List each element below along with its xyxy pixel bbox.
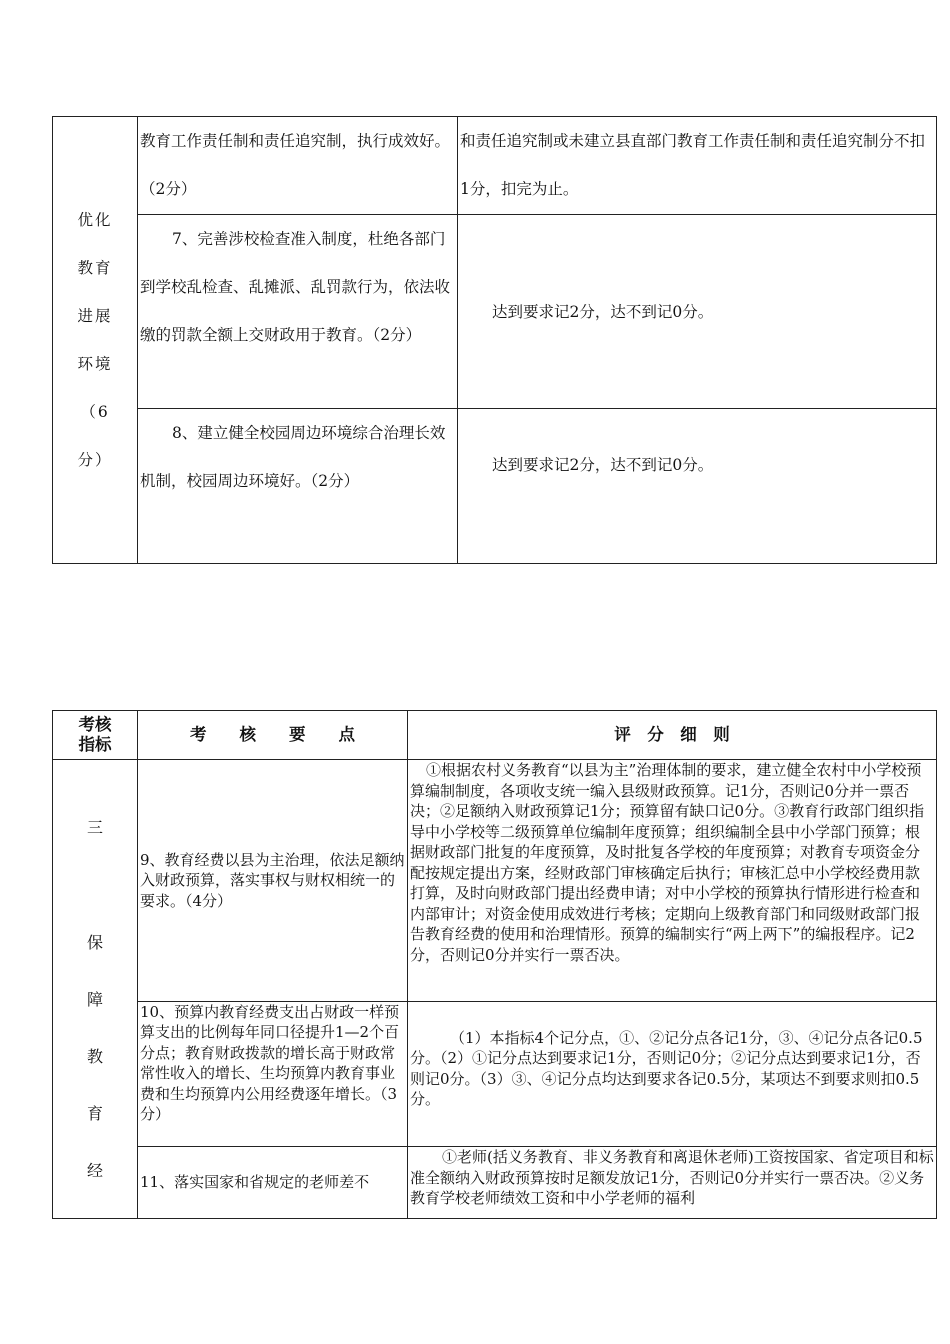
scoring-text: 和责任追究制或未建立县直部门教育工作责任制和责任追究制分不扣1分，扣完为止。 [460, 132, 926, 198]
indicator-cell [53, 117, 138, 564]
scoring-cell [408, 760, 937, 1002]
indicator-char: 环境 [77, 355, 113, 373]
point-cell [138, 1147, 408, 1219]
table-row [53, 409, 937, 564]
table-row [53, 1001, 937, 1146]
scoring-text: ①根据农村义务教育“以县为主”治理体制的要求，建立健全农村中小学校预算编制制度，各项收支统一编入县级财政预算。记1分，否则记0分并一票否决；②足额纳入财政预算记1分；预算留有缺口记0分。③教育行政部门组织指导中小学校等二级预算单位编制年度预算；组织编制全县中小学部门预算；根据财政部门批复的年度预算，及时批复各学校的年度预算；对教育专项资金分配按规定提出方案，经财政部门审核确定后执行；审核汇总中小学校经费用款打算，及时向财政部门提出经费申请；对中小学校的预算执行情形进行检查和内部审计；对资金使用成效进行考核；定期向上级教育部门和同级财政部门报告教育经费的使用和治理情形。预算的编制实行“两上两下”的编报程序。记2分，否则记0分并实行一票否决。 [410, 761, 925, 964]
indicator-char: 进展 [77, 307, 113, 325]
scoring-text: ①老师(括义务教育、非义务教育和离退休老师)工资按国家、省定项目和标准全额纳入财政预算按时足额发放记1分，否则记0分并实行一票否决。②义务教育学校老师绩效工资和中小学老师的福利 [410, 1148, 934, 1207]
indicator-char: 教 [86, 1047, 103, 1066]
scoring-cell [458, 409, 937, 564]
point-text: 7、完善涉校检查准入制度，杜绝各部门到学校乱检查、乱摊派、乱罚款行为，依法收缴的罚款全额上交财政用于教育。（2分） [140, 230, 451, 344]
header-points: 考 核 要 点 [138, 711, 408, 760]
scoring-text: （1）本指标4个记分点，①、②记分点各记1分，③、④记分点各记0.5分。（2）①记分点达到要求记1分，否则记0分；②记分点达到要求记1分，否则记0分。（3）③、④记分点均达到要求各记0.5分，某项达不到要求则扣0.5分。 [410, 1028, 923, 1109]
point-cell [138, 409, 458, 564]
scoring-cell [458, 215, 937, 409]
indicator-char: 育 [86, 1104, 103, 1123]
indicator-char: 保 [86, 933, 103, 952]
indicator-char: 障 [86, 990, 103, 1009]
scoring-cell [408, 1001, 937, 1146]
scoring-text: 达到要求记2分，达不到记0分。 [492, 456, 714, 474]
table-row [53, 117, 937, 215]
indicator-char: 三 [86, 818, 103, 837]
scoring-text: 达到要求记2分，达不到记0分。 [492, 302, 714, 321]
indicator-char: 经 [86, 1161, 103, 1180]
scoring-cell [408, 1147, 937, 1219]
point-text: 教育工作责任制和责任追究制，执行成效好。（2分） [140, 132, 451, 198]
table-row [53, 760, 937, 1002]
point-text: 10、预算内教育经费支出占财政一样预算支出的比例每年同口径提升1—2个百分点；教育财政拨款的增长高于财政常常性收入的增长、生均预算内教育事业费和生均预算内公用经费逐年增长。（3分） [140, 1002, 400, 1124]
indicator-char: 优化 [77, 211, 113, 229]
point-cell [138, 215, 458, 409]
table-row [53, 1147, 937, 1219]
indicator-char: 分） [77, 451, 113, 469]
point-cell [138, 1001, 408, 1146]
point-cell [138, 760, 408, 1002]
assessment-table [52, 710, 937, 1219]
indicator-cell [53, 760, 138, 1219]
point-text: 9、教育经费以县为主治理，依法足额纳入财政预算，落实事权与财权相统一的要求。（4分） [140, 850, 405, 910]
assessment-table-continued [52, 116, 937, 564]
indicator-char: （6 [80, 403, 110, 421]
table-row [53, 215, 937, 409]
point-cell [138, 117, 458, 215]
point-text: 8、建立健全校园周边环境综合治理长效机制，校园周边环境好。（2分） [140, 424, 446, 490]
header-scoring: 评 分 细 则 [408, 711, 937, 760]
point-text: 11、落实国家和省规定的老师差不 [140, 1173, 370, 1192]
header-indicator: 考核指标 [53, 711, 138, 760]
scoring-cell [458, 117, 937, 215]
indicator-char: 教育 [77, 259, 113, 277]
table-header-row [53, 711, 937, 760]
